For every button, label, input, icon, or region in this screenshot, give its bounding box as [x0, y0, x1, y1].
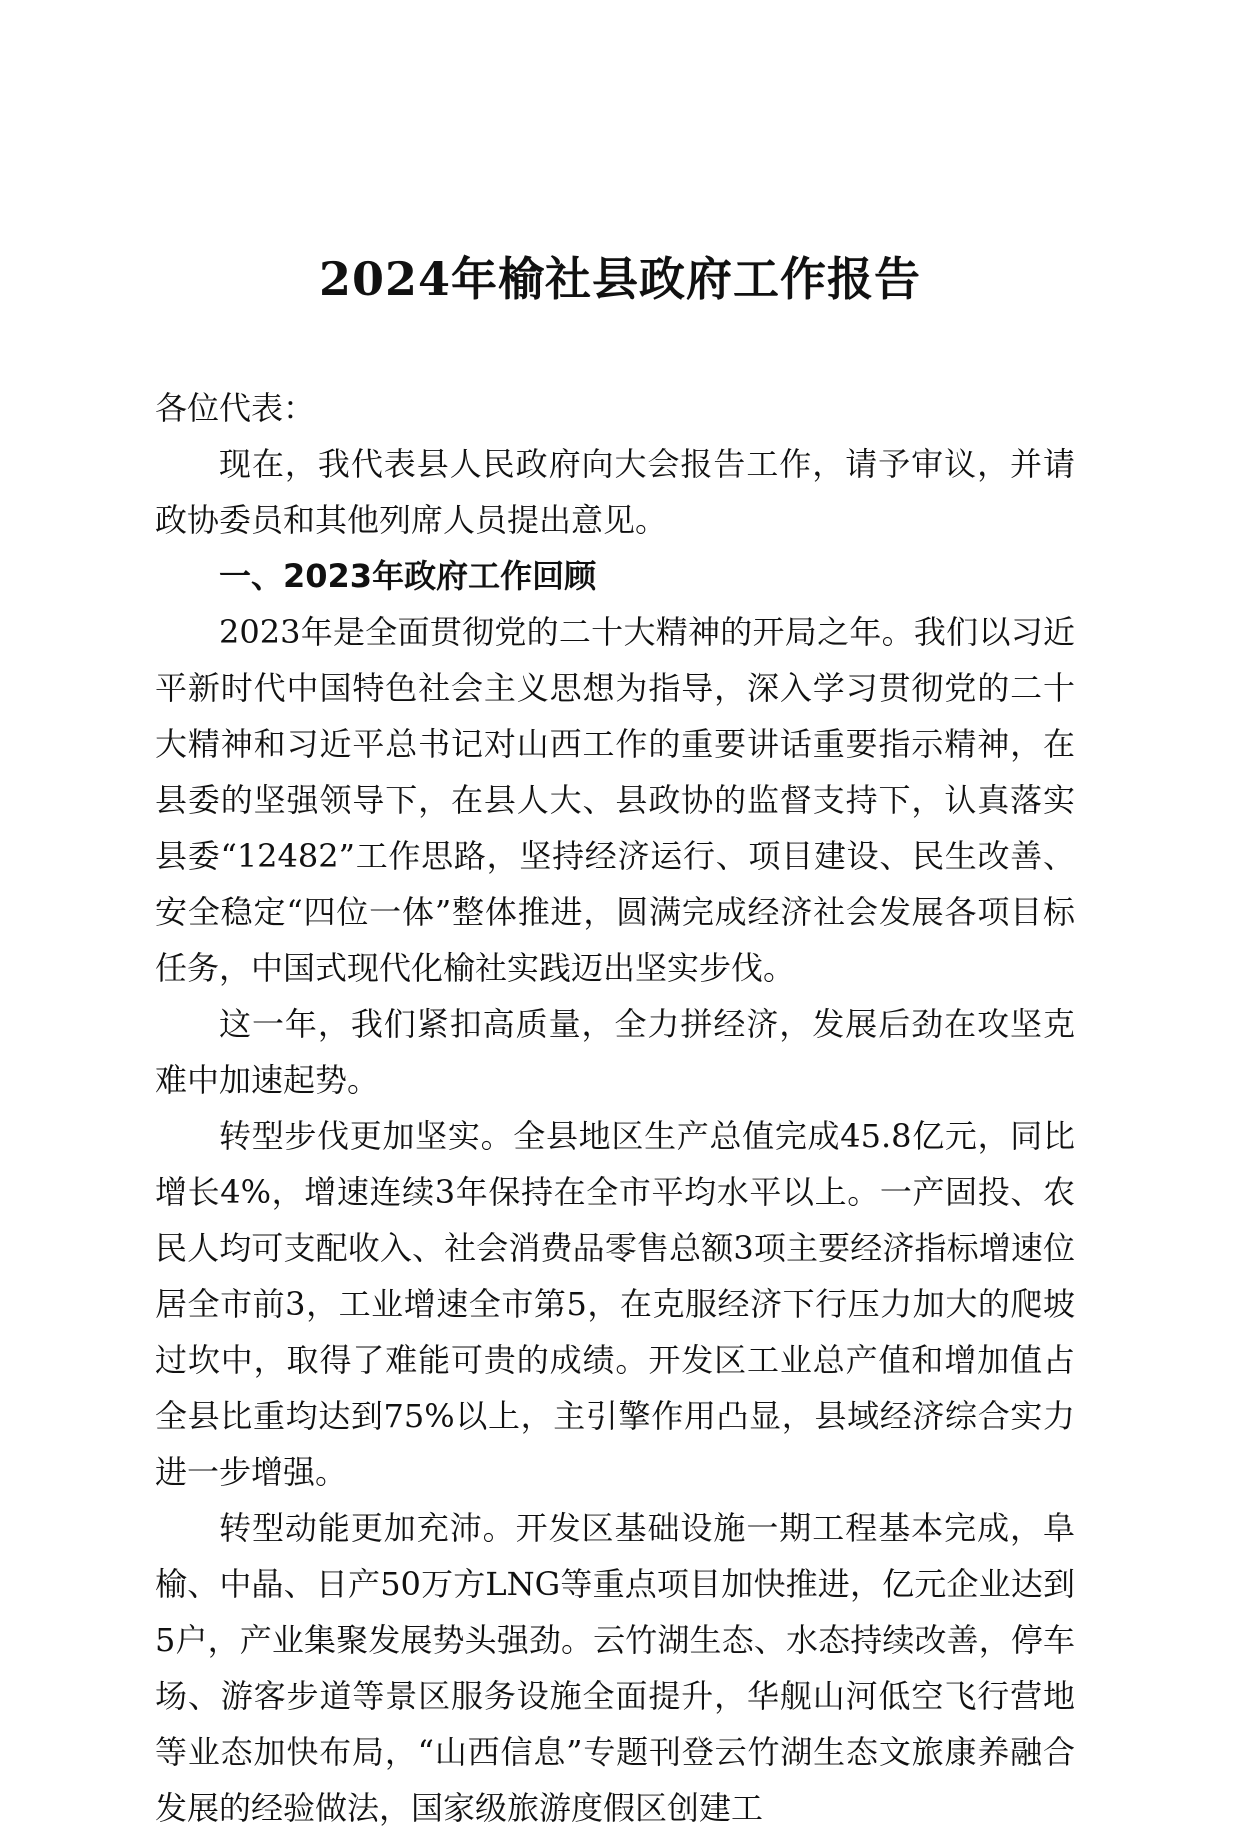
paragraph-transformation-momentum: 转型动能更加充沛。开发区基础设施一期工程基本完成，阜榆、中晶、日产50万方LNG等重点项目加快推进，亿元企业达到5户，产业集聚发展势头强劲。云竹湖生态、水态持续改善，停车场、游客步道等景区服务设施全面提升，华舰山河低空飞行营地等业态加快布局，“山西信息”专题刊登云竹湖生态文旅康养融合发展的经验做法，国家级旅游度假区创建工	[155, 1509, 1075, 1827]
paragraph-overview: 2023年是全面贯彻党的二十大精神的开局之年。我们以习近平新时代中国特色社会主义思想为指导，深入学习贯彻党的二十大精神和习近平总书记对山西工作的重要讲话重要指示精神，在县委的坚强领导下，在县人大、县政协的监督支持下，认真落实县委“12482”工作思路，坚持经济运行、项目建设、民生改善、安全稳定“四位一体”整体推进，圆满完成经济社会发展各项目标任务，中国式现代化榆社实践迈出坚实步伐。	[155, 613, 1075, 987]
section-heading: 一、2023年政府工作回顾	[219, 557, 597, 595]
document-body	[155, 380, 1075, 1836]
document-title: 2024年榆社县政府工作报告	[318, 252, 922, 306]
paragraph-intro: 现在，我代表县人民政府向大会报告工作，请予审议，并请政协委员和其他列席人员提出意见。	[155, 445, 1075, 539]
paragraph-transformation-pace: 转型步伐更加坚实。全县地区生产总值完成45.8亿元，同比增长4%，增速连续3年保持在全市平均水平以上。一产固投、农民人均可支配收入、社会消费品零售总额3项主要经济指标增速位居全市前3，工业增速全市第5，在克服经济下行压力加大的爬坡过坎中，取得了难能可贵的成绩。开发区工业总产值和增加值占全县比重均达到75%以上，主引擎作用凸显，县域经济综合实力进一步增强。	[155, 1117, 1075, 1491]
salutation: 各位代表：	[155, 389, 316, 427]
paragraph-year-summary: 这一年，我们紧扣高质量，全力拼经济，发展后劲在攻坚克难中加速起势。	[155, 1005, 1075, 1099]
